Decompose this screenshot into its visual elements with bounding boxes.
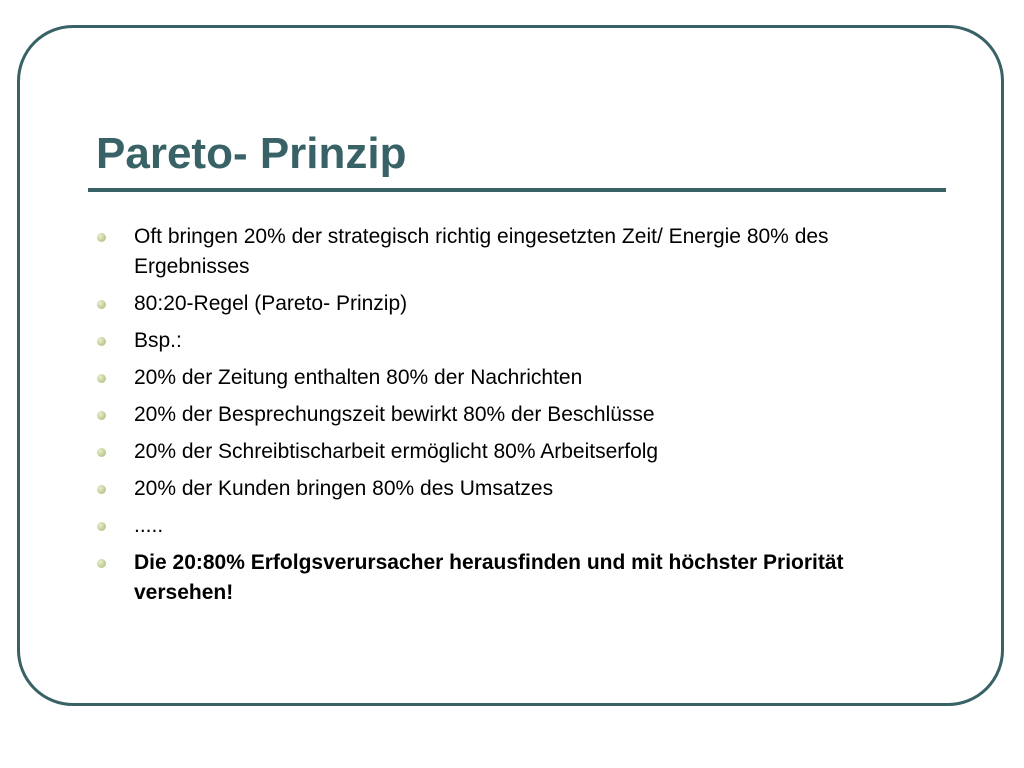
bullet-item-4 [97, 363, 927, 393]
bullet-dot-icon [97, 337, 106, 346]
bullet-item-7 [97, 474, 927, 504]
bullet-text: 20% der Schreibtischarbeit ermöglicht 80% Arbeitserfolg [134, 440, 659, 463]
bullet-item-5 [97, 400, 927, 430]
bullet-dot-icon [97, 300, 106, 309]
bullet-dot-icon [97, 485, 106, 494]
bullet-item-9 [97, 548, 927, 608]
bullet-dot-icon [97, 233, 106, 242]
bullet-text: Oft bringen 20% der strategisch richtig eingesetzten Zeit/ Energie 80% des Ergebnisses [134, 225, 829, 278]
bullet-dot-icon [97, 522, 106, 531]
bullet-list [97, 222, 927, 615]
bullet-text: ..... [134, 514, 164, 537]
bullet-item-6 [97, 437, 927, 467]
bullet-text: Bsp.: [134, 329, 182, 352]
bullet-text: Die 20:80% Erfolgsverursacher herausfinden und mit höchster Priorität versehen! [134, 551, 844, 604]
bullet-item-1 [97, 222, 927, 282]
bullet-item-2 [97, 289, 927, 319]
slide-title: Pareto- Prinzip [96, 129, 407, 178]
bullet-item-8 [97, 511, 927, 541]
bullet-dot-icon [97, 559, 106, 568]
bullet-text: 20% der Zeitung enthalten 80% der Nachrichten [134, 366, 583, 389]
bullet-item-3 [97, 326, 927, 356]
bullet-text: 20% der Kunden bringen 80% des Umsatzes [134, 477, 554, 500]
title-divider [88, 188, 946, 192]
bullet-text: 20% der Besprechungszeit bewirkt 80% der Beschlüsse [134, 403, 655, 426]
bullet-text: 80:20-Regel (Pareto- Prinzip) [134, 292, 408, 315]
bullet-dot-icon [97, 448, 106, 457]
bullet-dot-icon [97, 411, 106, 420]
bullet-dot-icon [97, 374, 106, 383]
